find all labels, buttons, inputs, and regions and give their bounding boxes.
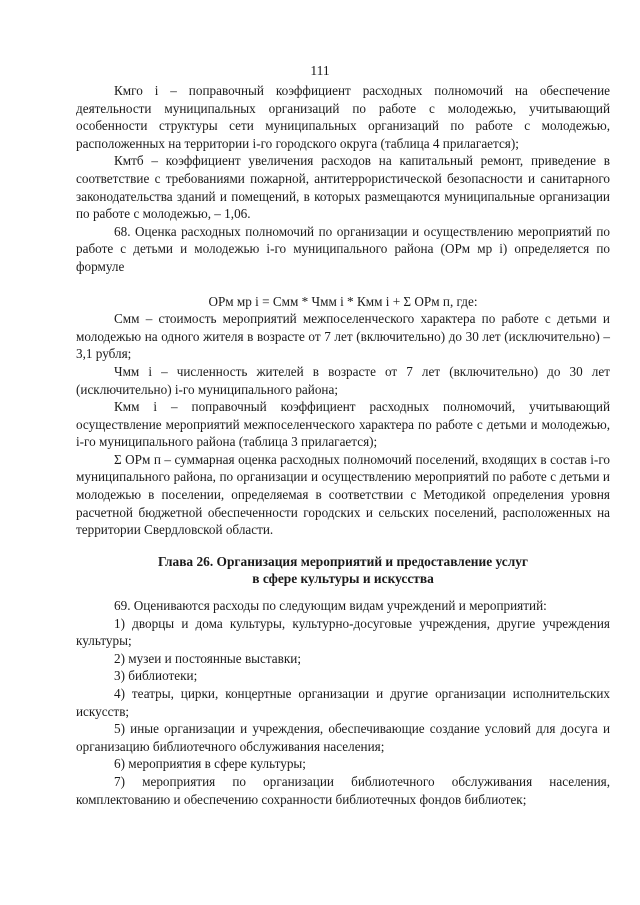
paragraph-kmtb: Кмтб – коэффициент увеличения расходов на капитальный ремонт, приведение в соответствие с требованиями пожарной, антитеррористической безопасности и санитарного законодательства зданий и помещений, в которых размещаются муниципальные организации по работе с молодежью, – 1,06.	[76, 153, 610, 222]
list-item: 1) дворцы и дома культуры, культурно-досуговые учреждения, другие учреждения культуры;	[76, 615, 610, 649]
chapter-heading-line2: в сфере культуры и искусства	[252, 571, 434, 587]
document-body	[76, 82, 610, 808]
chapter-heading-line1: Глава 26. Организация мероприятий и предоставление услуг	[157, 553, 529, 569]
paragraph-chmm: Чмм i – численность жителей в возрасте от 7 лет (включительно) до 30 лет (исключительно) i-го муниципального района;	[76, 363, 610, 397]
paragraph-sum-orm: Σ ОРм п – суммарная оценка расходных полномочий поселений, входящих в состав i-го муниципального района, по организации и осуществлению мероприятий по работе с детьми и молодежью в поселении, определяемая в соответствии с Методикой определения уровня расчетной бюджетной обеспеченности городских и сельских поселений, расположенных на территории Свердловской области.	[76, 451, 610, 538]
list-item: 7) мероприятия по организации библиотечного обслуживания населения, комплектованию и обеспечению сохранности библиотечных фондов библиотек;	[76, 773, 610, 807]
list-item: 6) мероприятия в сфере культуры;	[114, 756, 306, 772]
paragraph-kmm: Кмм i – поправочный коэффициент расходных полномочий, учитывающий осуществление мероприятий межпоселенческого характера по работе с детьми и молодежью, i-го муниципального района (таблица 3 прилагается);	[76, 399, 610, 450]
list-item: 2) музеи и постоянные выставки;	[114, 650, 302, 666]
page-number: 111	[310, 63, 330, 78]
paragraph-kmgo: Кмго i – поправочный коэффициент расходных полномочий на обеспечение деятельности муниципальных организаций по работе с молодежью, учитывающий особенности структуры сети муниципальных организаций по работе с молодежью, расположенных на территории i-го городского округа (таблица 4 прилагается);	[76, 83, 610, 151]
list-item: 4) театры, цирки, концертные организации и другие организации исполнительских искусств;	[76, 686, 610, 719]
list-item: 3) библиотеки;	[114, 668, 198, 684]
paragraph-smm: Смм – стоимость мероприятий межпоселенческого характера по работе с детьми и молодежью на одного жителя в возрасте от 7 лет (включительно) до 30 лет (исключительно) – 3,1 рубля;	[76, 311, 610, 362]
list-item: 5) иные организации и учреждения, обеспечивающие создание условий для досуга и организацию библиотечного обслуживания населения;	[76, 721, 610, 754]
paragraph-68: 68. Оценка расходных полномочий по организации и осуществлению мероприятий по работе с детьми и молодежью i-го муниципального района (ОРм мр i) определяется по формуле	[76, 223, 610, 274]
paragraph-69: 69. Оцениваются расходы по следующим видам учреждений и мероприятий:	[114, 598, 547, 614]
formula: ОРм мр i = Смм * Чмм i * Кмм i + Σ ОРм п, где:	[208, 293, 478, 309]
